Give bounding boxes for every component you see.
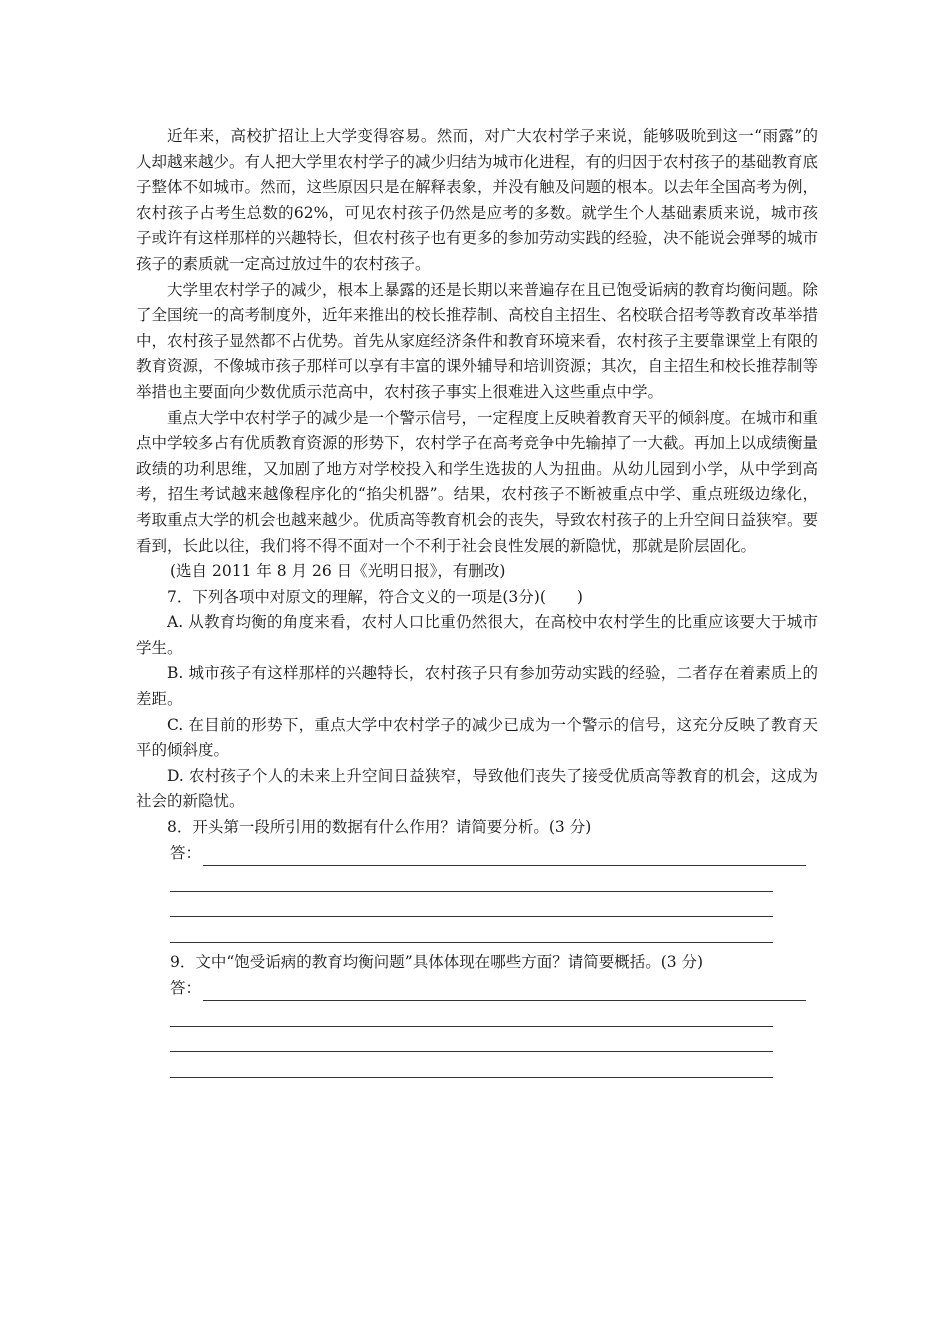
- question-7-option-a[interactable]: A. 从教育均衡的角度来看，农村人口比重仍然很大，在高校中农村学生的比重应该要大于城市学生。: [136, 613, 818, 657]
- question-8-answer-line-4[interactable]: [170, 917, 773, 943]
- question-9-answer-line-1[interactable]: [203, 983, 806, 1001]
- question-9-answer-line-3[interactable]: [170, 1027, 773, 1053]
- passage-paragraph-1: 近年来，高校扩招让上大学变得容易。然而，对广大农村学子来说，能够吸吮到这一“雨露”的人却越来越少。有人把大学里农村学子的减少归结为城市化进程，有的归因于农村孩子的基础教育底子整体不如城市。然而，这些原因只是在解释表象，并没有触及问题的根本。以去年全国高考为例，农村孩子占考生总数的62%，可见农村孩子仍然是应考的多数。就学生个人基础素质来说，城市孩子或许有这样那样的兴趣特长，但农村孩子也有更多的参加劳动实践的经验，决不能说会弹琴的城市孩子的素质就一定高过放过牛的农村孩子。: [136, 127, 819, 273]
- passage-source: (选自 2011 年 8 月 26 日《光明日报》，有删改): [170, 562, 506, 581]
- passage-paragraph-2: 大学里农村学子的减少，根本上暴露的还是长期以来普遍存在且已饱受诟病的教育均衡问题。除了全国统一的高考制度外，近年来推出的校长推荐制、高校自主招生、名校联合招考等教育改革举措中，农村孩子显然都不占优势。首先从家庭经济条件和教育环境来看，农村孩子主要靠课堂上有限的教育资源，不像城市孩子那样可以享有丰富的课外辅导和培训资源；其次，自主招生和校长推荐制等举措也主要面向少数优质示范高中，农村孩子事实上很难进入这些重点中学。: [136, 280, 819, 401]
- question-8-answer-label: 答：: [170, 843, 202, 862]
- question-7-option-c[interactable]: C. 在目前的形势下，重点大学中农村学子的减少已成为一个警示的信号，这充分反映了教育天平的倾斜度。: [136, 715, 818, 760]
- question-8-answer-row: [136, 841, 818, 867]
- exam-content: [136, 124, 818, 1078]
- question-7-option-b[interactable]: B. 城市孩子有这样那样的兴趣特长，农村孩子只有参加劳动实践的经验，二者存在着素质上的差距。: [136, 664, 818, 709]
- question-8-stem: 8．开头第一段所引用的数据有什么作用？请简要分析。(3 分): [167, 818, 592, 837]
- question-7-stem: 7．下列各项中对原文的理解，符合文义的一项是(3分)( ): [167, 587, 583, 606]
- question-9-answer-row: [136, 976, 818, 1002]
- question-8-answer-line-2[interactable]: [170, 866, 773, 892]
- question-8-answer-line-1[interactable]: [203, 848, 806, 866]
- question-8-answer-line-3[interactable]: [170, 892, 773, 918]
- question-9-answer-line-2[interactable]: [170, 1001, 773, 1027]
- question-9-stem: 9．文中“饱受诟病的教育均衡问题”具体体现在哪些方面？请简要概括。(3 分): [170, 953, 704, 971]
- question-9-answer-line-4[interactable]: [170, 1052, 773, 1078]
- passage-paragraph-3: 重点大学中农村学子的减少是一个警示信号，一定程度上反映着教育天平的倾斜度。在城市和重点中学较多占有优质教育资源的形势下，农村学子在高考竞争中先输掉了一大截。再加上以成绩衡量政绩的功利思维，又加剧了地方对学校投入和学生选拔的人为扭曲。从幼儿园到小学，从中学到高考，招生考试越来越像程序化的“掐尖机器”。结果，农村孩子不断被重点中学、重点班级边缘化，考取重点大学的机会也越来越少。优质高等教育机会的丧失，导致农村孩子的上升空间日益狭窄。要看到，长此以往，我们将不得不面对一个不利于社会良性发展的新隐忧，那就是阶层固化。: [136, 408, 819, 555]
- question-7-option-d[interactable]: D. 农村孩子个人的未来上升空间日益狭窄，导致他们丧失了接受优质高等教育的机会，这成为社会的新隐忧。: [136, 766, 818, 811]
- question-9-answer-label: 答：: [170, 978, 202, 997]
